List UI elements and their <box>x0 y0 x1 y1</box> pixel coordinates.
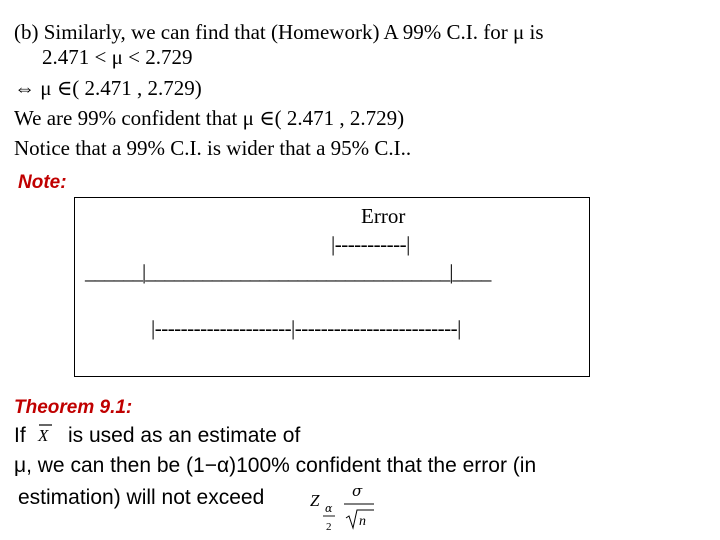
error-bracket: |-----------| <box>331 232 410 256</box>
formula-alpha: α <box>325 502 333 515</box>
part-b-line-5: Notice that a 99% C.I. is wider that a 95% C.I.. <box>14 136 412 160</box>
error-bound-formula <box>308 480 380 538</box>
error-label: Error <box>361 204 406 228</box>
part-b-line-1: (b) Similarly, we can find that (Homework) A 99% C.I. for μ is <box>14 20 544 44</box>
note-heading: Note: <box>18 172 67 193</box>
theorem-heading: Theorem 9.1: <box>14 397 133 418</box>
part-b-line-2: 2.471 < μ < 2.729 <box>42 45 193 69</box>
formula-n: n <box>359 514 366 529</box>
x-bar-symbol <box>34 422 56 444</box>
part-b-line-3: ⇔ μ ∈( 2.471 , 2.729) <box>14 76 202 100</box>
formula-sigma: σ <box>352 482 363 500</box>
interval-dash-line: |---------------------|-------------------------| <box>151 316 461 340</box>
x-bar-letter: X <box>38 426 49 444</box>
theorem-line-3: estimation) will not exceed <box>18 486 265 509</box>
formula-z: Z <box>310 491 320 510</box>
part-b-line-4: We are 99% confident that μ ∈( 2.471 , 2.729) <box>14 106 405 130</box>
theorem-line-1-suffix: is used as an estimate of <box>68 424 301 447</box>
error-diagram-box <box>74 197 590 377</box>
theorem-line-1-prefix: If <box>14 424 26 447</box>
formula-two: 2 <box>326 521 332 533</box>
theorem-line-2: μ, we can then be (1−α)100% confident that the error (in <box>14 454 537 477</box>
estimate-axis-line: ______|________________________________|____ <box>85 260 491 284</box>
